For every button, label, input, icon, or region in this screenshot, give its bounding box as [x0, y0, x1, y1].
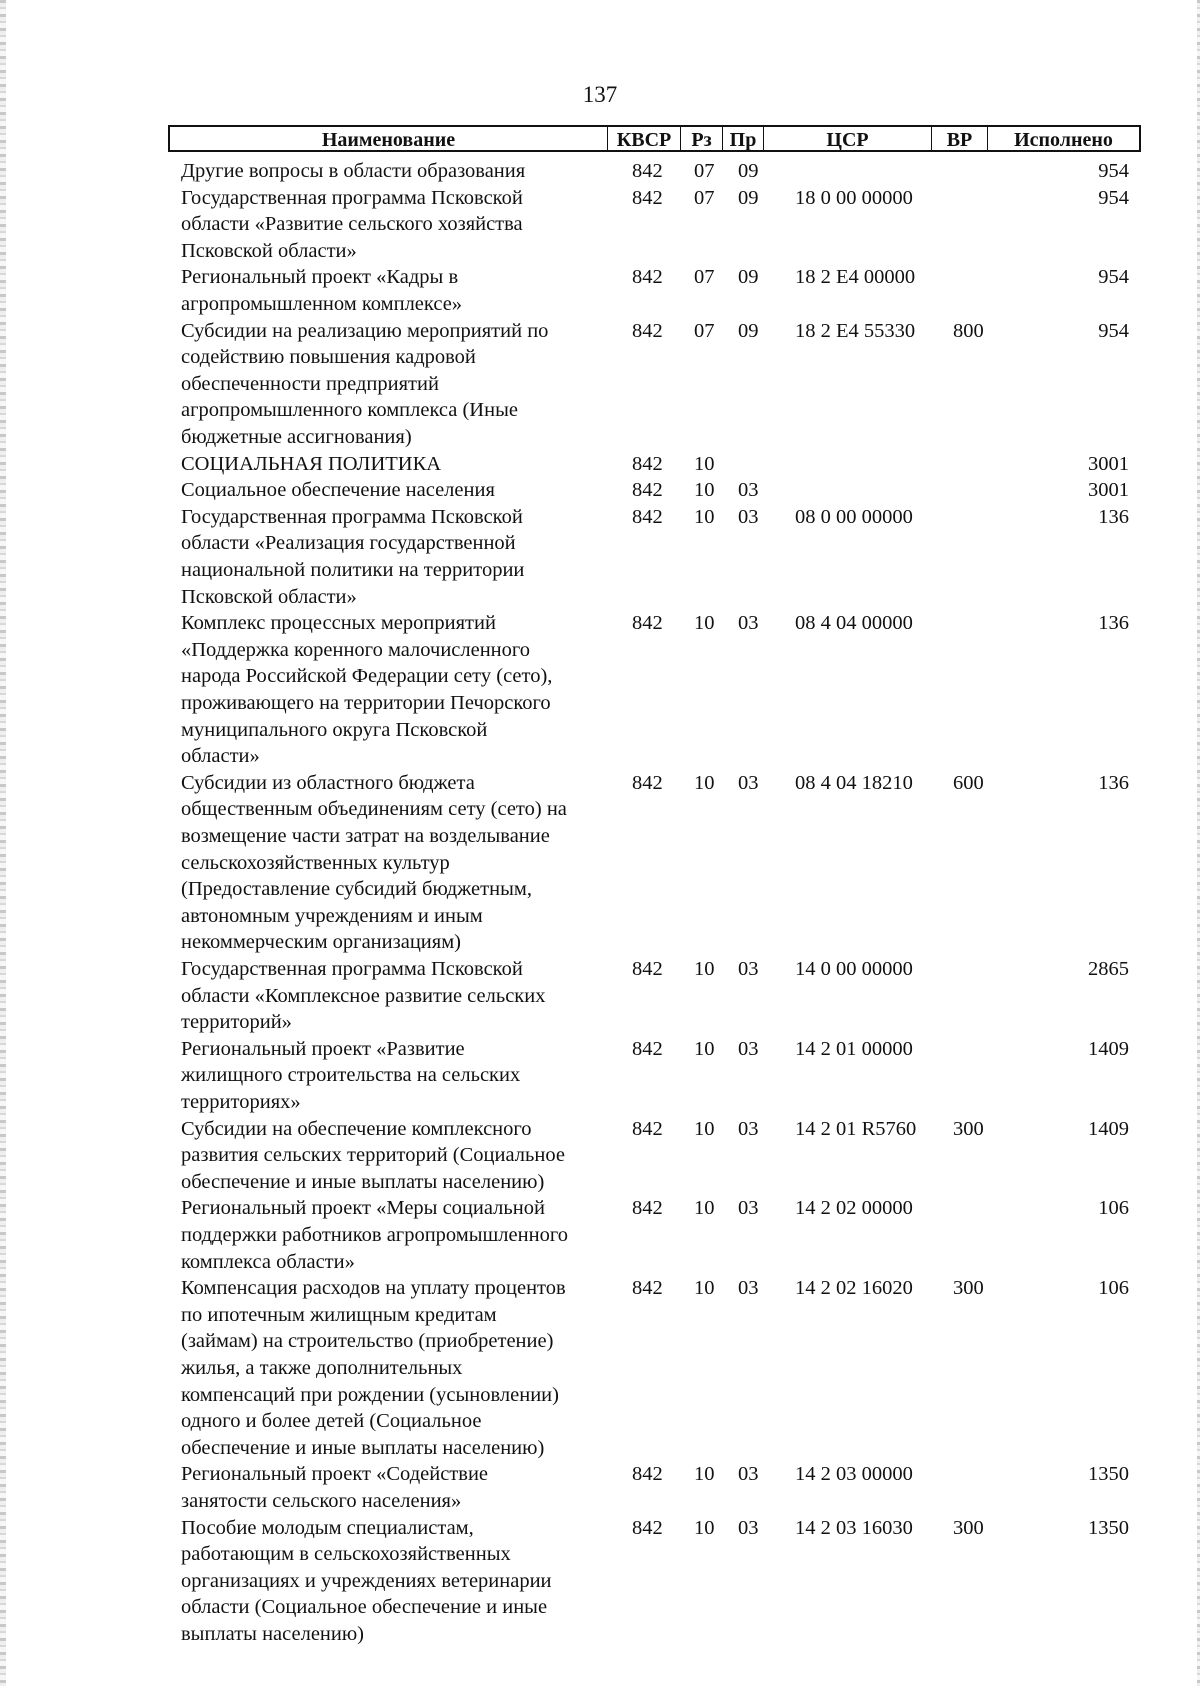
- row-name-line: выплаты населению): [181, 1622, 365, 1645]
- row-rz: 10: [694, 1516, 715, 1539]
- row-executed: 136: [1098, 505, 1129, 528]
- row-executed: 1409: [1088, 1117, 1129, 1140]
- row-executed: 954: [1098, 160, 1129, 182]
- table-header: [168, 125, 1141, 152]
- row-name-line: СОЦИАЛЬНАЯ ПОЛИТИКА: [181, 452, 442, 475]
- row-pr: 03: [738, 771, 759, 794]
- row-rz: 10: [694, 452, 715, 475]
- row-kvsr: 842: [632, 1463, 663, 1486]
- row-vr: 300: [953, 1117, 984, 1140]
- row-name: [181, 1515, 611, 1648]
- row-executed: 3001: [1088, 479, 1129, 502]
- row-pr: 09: [738, 160, 759, 182]
- row-executed: 106: [1098, 1197, 1129, 1220]
- page-number: 137: [582, 82, 618, 107]
- row-name-line: области (Социальное обеспечение и иные: [181, 1596, 548, 1619]
- row-rz: 10: [694, 1197, 715, 1220]
- row-pr: 03: [738, 505, 759, 528]
- row-name-line: обеспеченности предприятий: [181, 372, 439, 395]
- row-kvsr: 842: [632, 266, 663, 289]
- table-row: [0, 1275, 1200, 1461]
- row-kvsr: 842: [632, 1277, 663, 1300]
- table-row: [0, 956, 1200, 1036]
- row-kvsr: 842: [632, 1197, 663, 1220]
- row-kvsr: 842: [632, 958, 663, 980]
- row-kvsr: 842: [632, 771, 663, 794]
- row-name-line: области»: [181, 745, 260, 768]
- row-rz: 07: [694, 319, 715, 342]
- row-name-line: Субсидии из областного бюджета: [181, 771, 475, 794]
- row-rz: 10: [694, 771, 715, 794]
- row-vr: 300: [953, 1516, 984, 1539]
- column-header-name: Наименование: [321, 129, 456, 151]
- row-name-line: агропромышленном комплексе»: [181, 292, 463, 315]
- row-name-line: Региональный проект «Меры социальной: [181, 1197, 545, 1220]
- row-executed: 954: [1098, 319, 1129, 342]
- row-rz: 10: [694, 505, 715, 528]
- table-row: [0, 1036, 1200, 1116]
- row-name-line: занятости сельского населения»: [181, 1489, 462, 1512]
- row-name: [181, 1195, 611, 1275]
- row-rz: 10: [694, 612, 715, 635]
- row-pr: 09: [738, 319, 759, 342]
- row-kvsr: 842: [632, 160, 663, 182]
- row-rz: 10: [694, 1277, 715, 1300]
- row-csr: 08 4 04 18210: [795, 771, 913, 794]
- row-name-line: обеспечение и иные выплаты населению): [181, 1170, 545, 1193]
- row-executed: 3001: [1088, 452, 1129, 475]
- row-name: [181, 504, 611, 610]
- row-pr: 03: [738, 958, 759, 980]
- table-row: [0, 1461, 1200, 1514]
- row-executed: 1350: [1088, 1463, 1129, 1486]
- table-row: [0, 610, 1200, 770]
- row-name-line: Пособие молодым специалистам,: [181, 1516, 474, 1539]
- row-name-line: Другие вопросы в области образования: [181, 160, 526, 182]
- table-row: [0, 264, 1200, 317]
- row-vr: 800: [953, 319, 984, 342]
- column-header-vr: ВР: [931, 127, 987, 150]
- row-csr: 08 4 04 00000: [795, 612, 913, 635]
- row-name-line: «Поддержка коренного малочисленного: [181, 638, 531, 661]
- row-executed: 2865: [1088, 958, 1129, 980]
- row-csr: 14 2 02 00000: [795, 1197, 913, 1220]
- row-name: [181, 1461, 611, 1514]
- row-name: [181, 185, 611, 265]
- row-executed: 954: [1098, 266, 1129, 289]
- row-pr: 03: [738, 612, 759, 635]
- row-csr: 14 2 02 16020: [795, 1277, 913, 1300]
- row-name: [181, 770, 611, 956]
- column-header-pr: Пр: [722, 127, 763, 150]
- row-name: [181, 610, 611, 770]
- row-name: [181, 451, 611, 478]
- row-name-line: народа Российской Федерации сету (сето),: [181, 665, 553, 688]
- row-executed: 1409: [1088, 1037, 1129, 1060]
- table-row: [0, 158, 1200, 185]
- column-header-kvsr: КВСР: [607, 127, 680, 150]
- column-header-csr: ЦСР: [763, 127, 931, 150]
- row-pr: 09: [738, 186, 759, 209]
- row-name: [181, 477, 611, 504]
- row-name-line: Субсидии на реализацию мероприятий по: [181, 319, 549, 342]
- row-name-line: жилья, а также дополнительных: [181, 1356, 463, 1379]
- row-pr: 09: [738, 266, 759, 289]
- row-rz: 07: [694, 160, 715, 182]
- table-row: [0, 1515, 1200, 1648]
- row-name: [181, 318, 611, 451]
- table-row: [0, 504, 1200, 610]
- row-name: [181, 956, 611, 1036]
- row-name-line: Псковской области»: [181, 585, 357, 608]
- row-kvsr: 842: [632, 452, 663, 475]
- table-row: [0, 1195, 1200, 1275]
- row-csr: 14 2 01 R5760: [795, 1117, 917, 1140]
- row-executed: 106: [1098, 1277, 1129, 1300]
- row-rz: 10: [694, 1117, 715, 1140]
- row-kvsr: 842: [632, 319, 663, 342]
- row-name-line: по ипотечным жилищным кредитам: [181, 1303, 497, 1326]
- table-row: [0, 318, 1200, 451]
- row-name-line: (займам) на строительство (приобретение): [181, 1330, 554, 1353]
- row-csr: 14 2 03 16030: [795, 1516, 913, 1539]
- row-name-line: комплекса области»: [181, 1250, 355, 1273]
- row-pr: 03: [738, 1463, 759, 1486]
- row-name-line: области «Развитие сельского хозяйства: [181, 213, 523, 236]
- row-name-line: бюджетные ассигнования): [181, 425, 412, 448]
- row-csr: 18 0 00 00000: [795, 186, 913, 209]
- row-name-line: жилищного строительства на сельских: [181, 1064, 521, 1087]
- row-name: [181, 1116, 611, 1196]
- row-kvsr: 842: [632, 1037, 663, 1060]
- row-csr: 18 2 E4 00000: [795, 266, 916, 289]
- row-executed: 136: [1098, 771, 1129, 794]
- row-csr: 14 0 00 00000: [795, 958, 913, 980]
- row-executed: 1350: [1088, 1516, 1129, 1539]
- table-row: [0, 477, 1200, 504]
- row-name-line: области «Реализация государственной: [181, 532, 516, 555]
- row-rz: 10: [694, 479, 715, 502]
- row-name-line: организациях и учреждениях ветеринарии: [181, 1569, 552, 1592]
- row-rz: 10: [694, 1463, 715, 1486]
- row-name-line: компенсаций при рождении (усыновлении): [181, 1383, 559, 1406]
- row-kvsr: 842: [632, 186, 663, 209]
- row-name-line: Региональный проект «Содействие: [181, 1463, 489, 1486]
- row-name-line: работающим в сельскохозяйственных: [181, 1543, 511, 1566]
- row-kvsr: 842: [632, 1516, 663, 1539]
- row-name-line: агропромышленного комплекса (Иные: [181, 399, 518, 422]
- row-pr: 03: [738, 1037, 759, 1060]
- row-name-line: Государственная программа Псковской: [181, 186, 523, 209]
- row-name-line: автономным учреждениям и иным: [181, 904, 483, 927]
- row-name-line: общественным объединениям сету (сето) на: [181, 798, 567, 821]
- row-name-line: Государственная программа Псковской: [181, 505, 523, 528]
- row-pr: 03: [738, 1197, 759, 1220]
- row-csr: 14 2 03 00000: [795, 1463, 913, 1486]
- table-row: [0, 185, 1200, 265]
- row-kvsr: 842: [632, 612, 663, 635]
- row-vr: 300: [953, 1277, 984, 1300]
- row-name-line: Региональный проект «Кадры в: [181, 266, 459, 289]
- row-name-line: одного и более детей (Социальное: [181, 1410, 482, 1433]
- table-row: [0, 451, 1200, 478]
- row-csr: 18 2 E4 55330: [795, 319, 916, 342]
- row-name-line: поддержки работников агропромышленного: [181, 1223, 568, 1246]
- row-pr: 03: [738, 1516, 759, 1539]
- row-csr: 14 2 01 00000: [795, 1037, 913, 1060]
- row-kvsr: 842: [632, 505, 663, 528]
- table-row: [0, 1116, 1200, 1196]
- row-name-line: национальной политики на территории: [181, 558, 525, 581]
- row-name-line: Субсидии на обеспечение комплексного: [181, 1117, 532, 1140]
- row-name-line: муниципального округа Псковской: [181, 718, 488, 741]
- row-name-line: Региональный проект «Развитие: [181, 1037, 465, 1060]
- row-name-line: Псковской области»: [181, 239, 357, 262]
- row-name-line: проживающего на территории Печорского: [181, 691, 551, 714]
- row-name-line: территориях»: [181, 1090, 301, 1113]
- row-name-line: области «Комплексное развитие сельских: [181, 984, 546, 1007]
- row-name-line: Компенсация расходов на уплату процентов: [181, 1277, 566, 1300]
- row-rz: 07: [694, 186, 715, 209]
- row-kvsr: 842: [632, 1117, 663, 1140]
- column-header-rz: Рз: [680, 127, 722, 150]
- table-row: [0, 770, 1200, 956]
- row-csr: 08 0 00 00000: [795, 505, 913, 528]
- row-pr: 03: [738, 1117, 759, 1140]
- row-pr: 03: [738, 1277, 759, 1300]
- row-name-line: Государственная программа Псковской: [181, 958, 523, 980]
- row-name-line: некоммерческим организациям): [181, 931, 461, 954]
- row-rz: 10: [694, 1037, 715, 1060]
- column-header-executed: Исполнено: [987, 127, 1139, 150]
- row-name-line: возмещение части затрат на возделывание: [181, 824, 550, 847]
- row-name: [181, 264, 611, 317]
- row-vr: 600: [953, 771, 984, 794]
- row-name-line: сельскохозяйственных культур: [181, 851, 450, 874]
- row-rz: 10: [694, 958, 715, 980]
- row-pr: 03: [738, 479, 759, 502]
- row-name-line: территорий»: [181, 1011, 292, 1034]
- row-executed: 136: [1098, 612, 1129, 635]
- row-name: [181, 1275, 611, 1461]
- row-rz: 07: [694, 266, 715, 289]
- row-name-line: содействию повышения кадровой: [181, 346, 476, 369]
- row-name: [181, 1036, 611, 1116]
- row-name-line: (Предоставление субсидий бюджетным,: [181, 878, 532, 901]
- row-kvsr: 842: [632, 479, 663, 502]
- row-name-line: Социальное обеспечение населения: [181, 479, 495, 502]
- row-name-line: обеспечение и иные выплаты населению): [181, 1436, 545, 1459]
- row-name-line: развития сельских территорий (Социальное: [181, 1144, 565, 1167]
- row-executed: 954: [1098, 186, 1129, 209]
- row-name-line: Комплекс процессных мероприятий: [181, 612, 496, 635]
- row-name: [181, 158, 611, 185]
